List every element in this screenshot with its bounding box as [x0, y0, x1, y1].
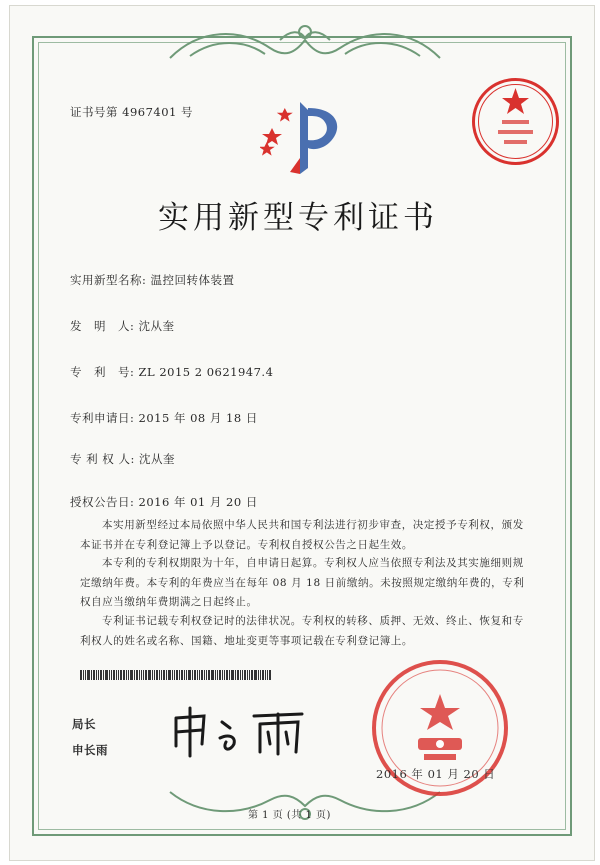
barcode-bar — [201, 670, 203, 680]
barcode-bar — [251, 670, 253, 680]
barcode-bar — [231, 670, 234, 680]
barcode-bar — [247, 670, 248, 680]
barcode-bar — [120, 670, 122, 680]
certificate-number: 证书号第 4967401 号 — [70, 105, 194, 119]
barcode-bar — [262, 670, 264, 680]
barcode-bar — [226, 670, 228, 680]
barcode-bar — [235, 670, 236, 680]
field-grant-date: 授权公告日: 2016 年 01 月 20 日 — [70, 495, 258, 509]
barcode-bar — [152, 670, 153, 680]
paragraph-grant: 本实用新型经过本局依照中华人民共和国专利法进行初步审查，决定授予专利权，颁发本证书并在专利登记簿上予以登记。专利权自授权公告之日起生效。 — [80, 519, 524, 551]
barcode-bar — [80, 670, 82, 680]
barcode-bar — [85, 670, 86, 680]
barcode-bar — [98, 670, 99, 680]
barcode-bar — [100, 670, 102, 680]
barcode-bar — [194, 670, 196, 680]
director-title: 局长 — [72, 717, 96, 731]
barcode-bar — [176, 670, 178, 680]
page-footer: 第 1 页 (共 1 页) — [248, 810, 331, 821]
cnipa-logo-icon — [260, 98, 350, 178]
barcode-bar — [206, 670, 207, 680]
barcode-bar — [204, 670, 205, 680]
barcode-bar — [172, 670, 173, 680]
barcode-bar — [93, 670, 95, 680]
barcode-bar — [249, 670, 250, 680]
barcode-bar — [126, 670, 127, 680]
barcode-bar — [166, 670, 167, 680]
barcode-bar — [222, 670, 223, 680]
page-title: 实用新型专利证书 — [158, 200, 438, 236]
barcode-bar — [174, 670, 175, 680]
barcode-bar — [113, 670, 115, 680]
barcode-bar — [179, 670, 180, 680]
barcode-bar — [143, 670, 144, 680]
barcode-bar — [215, 670, 216, 680]
barcode-bar — [134, 670, 135, 680]
barcode-bar — [103, 670, 104, 680]
barcode-bar — [91, 670, 92, 680]
barcode-bar — [192, 670, 193, 680]
barcode-bar — [181, 670, 183, 680]
barcode-bar — [111, 670, 112, 680]
top-ornament — [160, 18, 450, 68]
field-application-date: 专利申请日: 2015 年 08 月 18 日 — [70, 411, 258, 425]
barcode-bar — [269, 670, 271, 680]
barcode-bar — [254, 670, 257, 680]
stamp-date: 2016 年 01 月 20 日 — [376, 767, 496, 781]
barcode — [80, 670, 330, 680]
barcode-bar — [109, 670, 110, 680]
barcode-bar — [141, 670, 142, 680]
barcode-bar — [128, 670, 129, 680]
field-inventor: 发 明 人: 沈从奎 — [70, 319, 175, 333]
barcode-bar — [258, 670, 259, 680]
barcode-bar — [116, 670, 117, 680]
barcode-bar — [244, 670, 246, 680]
paragraph-legal-status: 专利证书记载专利权登记时的法律状况。专利权的转移、质押、无效、终止、恢复和专利权人的姓名或名称、国籍、地址变更等事项记载在专利登记簿上。 — [80, 615, 524, 647]
field-patent-number: 专 利 号: ZL 2015 2 0621947.4 — [70, 365, 274, 379]
barcode-bar — [184, 670, 185, 680]
certificate-page — [10, 6, 594, 860]
barcode-bar — [242, 670, 243, 680]
barcode-bar — [163, 670, 165, 680]
paragraph-term: 本专利的专利权期限为十年，自申请日起算。专利权人应当依照专利法及其实施细则规定缴纳年费。本专利的年费应当在每年 08 月 18 日前缴纳。未按照规定缴纳年费的，专利权自应当缴纳年费期满之日起终止。 — [80, 557, 525, 608]
barcode-bar — [139, 670, 140, 680]
agency-seal — [468, 74, 563, 169]
barcode-bar — [240, 670, 241, 680]
barcode-bar — [154, 670, 155, 680]
barcode-bar — [148, 670, 151, 680]
barcode-bar — [237, 670, 239, 680]
director-name: 申长雨 — [72, 743, 108, 757]
barcode-bar — [267, 670, 268, 680]
barcode-bar — [159, 670, 160, 680]
barcode-bar — [260, 670, 261, 680]
barcode-bar — [224, 670, 225, 680]
barcode-bar — [229, 670, 230, 680]
barcode-bar — [83, 670, 84, 680]
barcode-bar — [130, 670, 133, 680]
barcode-bar — [186, 670, 187, 680]
barcode-bar — [208, 670, 210, 680]
barcode-bar — [156, 670, 158, 680]
barcode-bar — [123, 670, 125, 680]
barcode-bar — [87, 670, 90, 680]
barcode-bar — [211, 670, 214, 680]
barcode-bar — [265, 670, 266, 680]
barcode-bar — [145, 670, 147, 680]
barcode-bar — [136, 670, 138, 680]
barcode-bar — [219, 670, 221, 680]
field-patentee: 专 利 权 人: 沈从奎 — [70, 452, 175, 466]
barcode-bar — [199, 670, 200, 680]
barcode-bar — [197, 670, 198, 680]
barcode-bar — [188, 670, 191, 680]
director-signature — [170, 704, 320, 759]
barcode-bar — [168, 670, 171, 680]
barcode-bar — [105, 670, 108, 680]
field-utility-model-name: 实用新型名称: 温控回转体装置 — [70, 273, 235, 287]
barcode-bar — [118, 670, 119, 680]
barcode-bar — [96, 670, 97, 680]
barcode-bar — [161, 670, 162, 680]
barcode-bar — [217, 670, 218, 680]
